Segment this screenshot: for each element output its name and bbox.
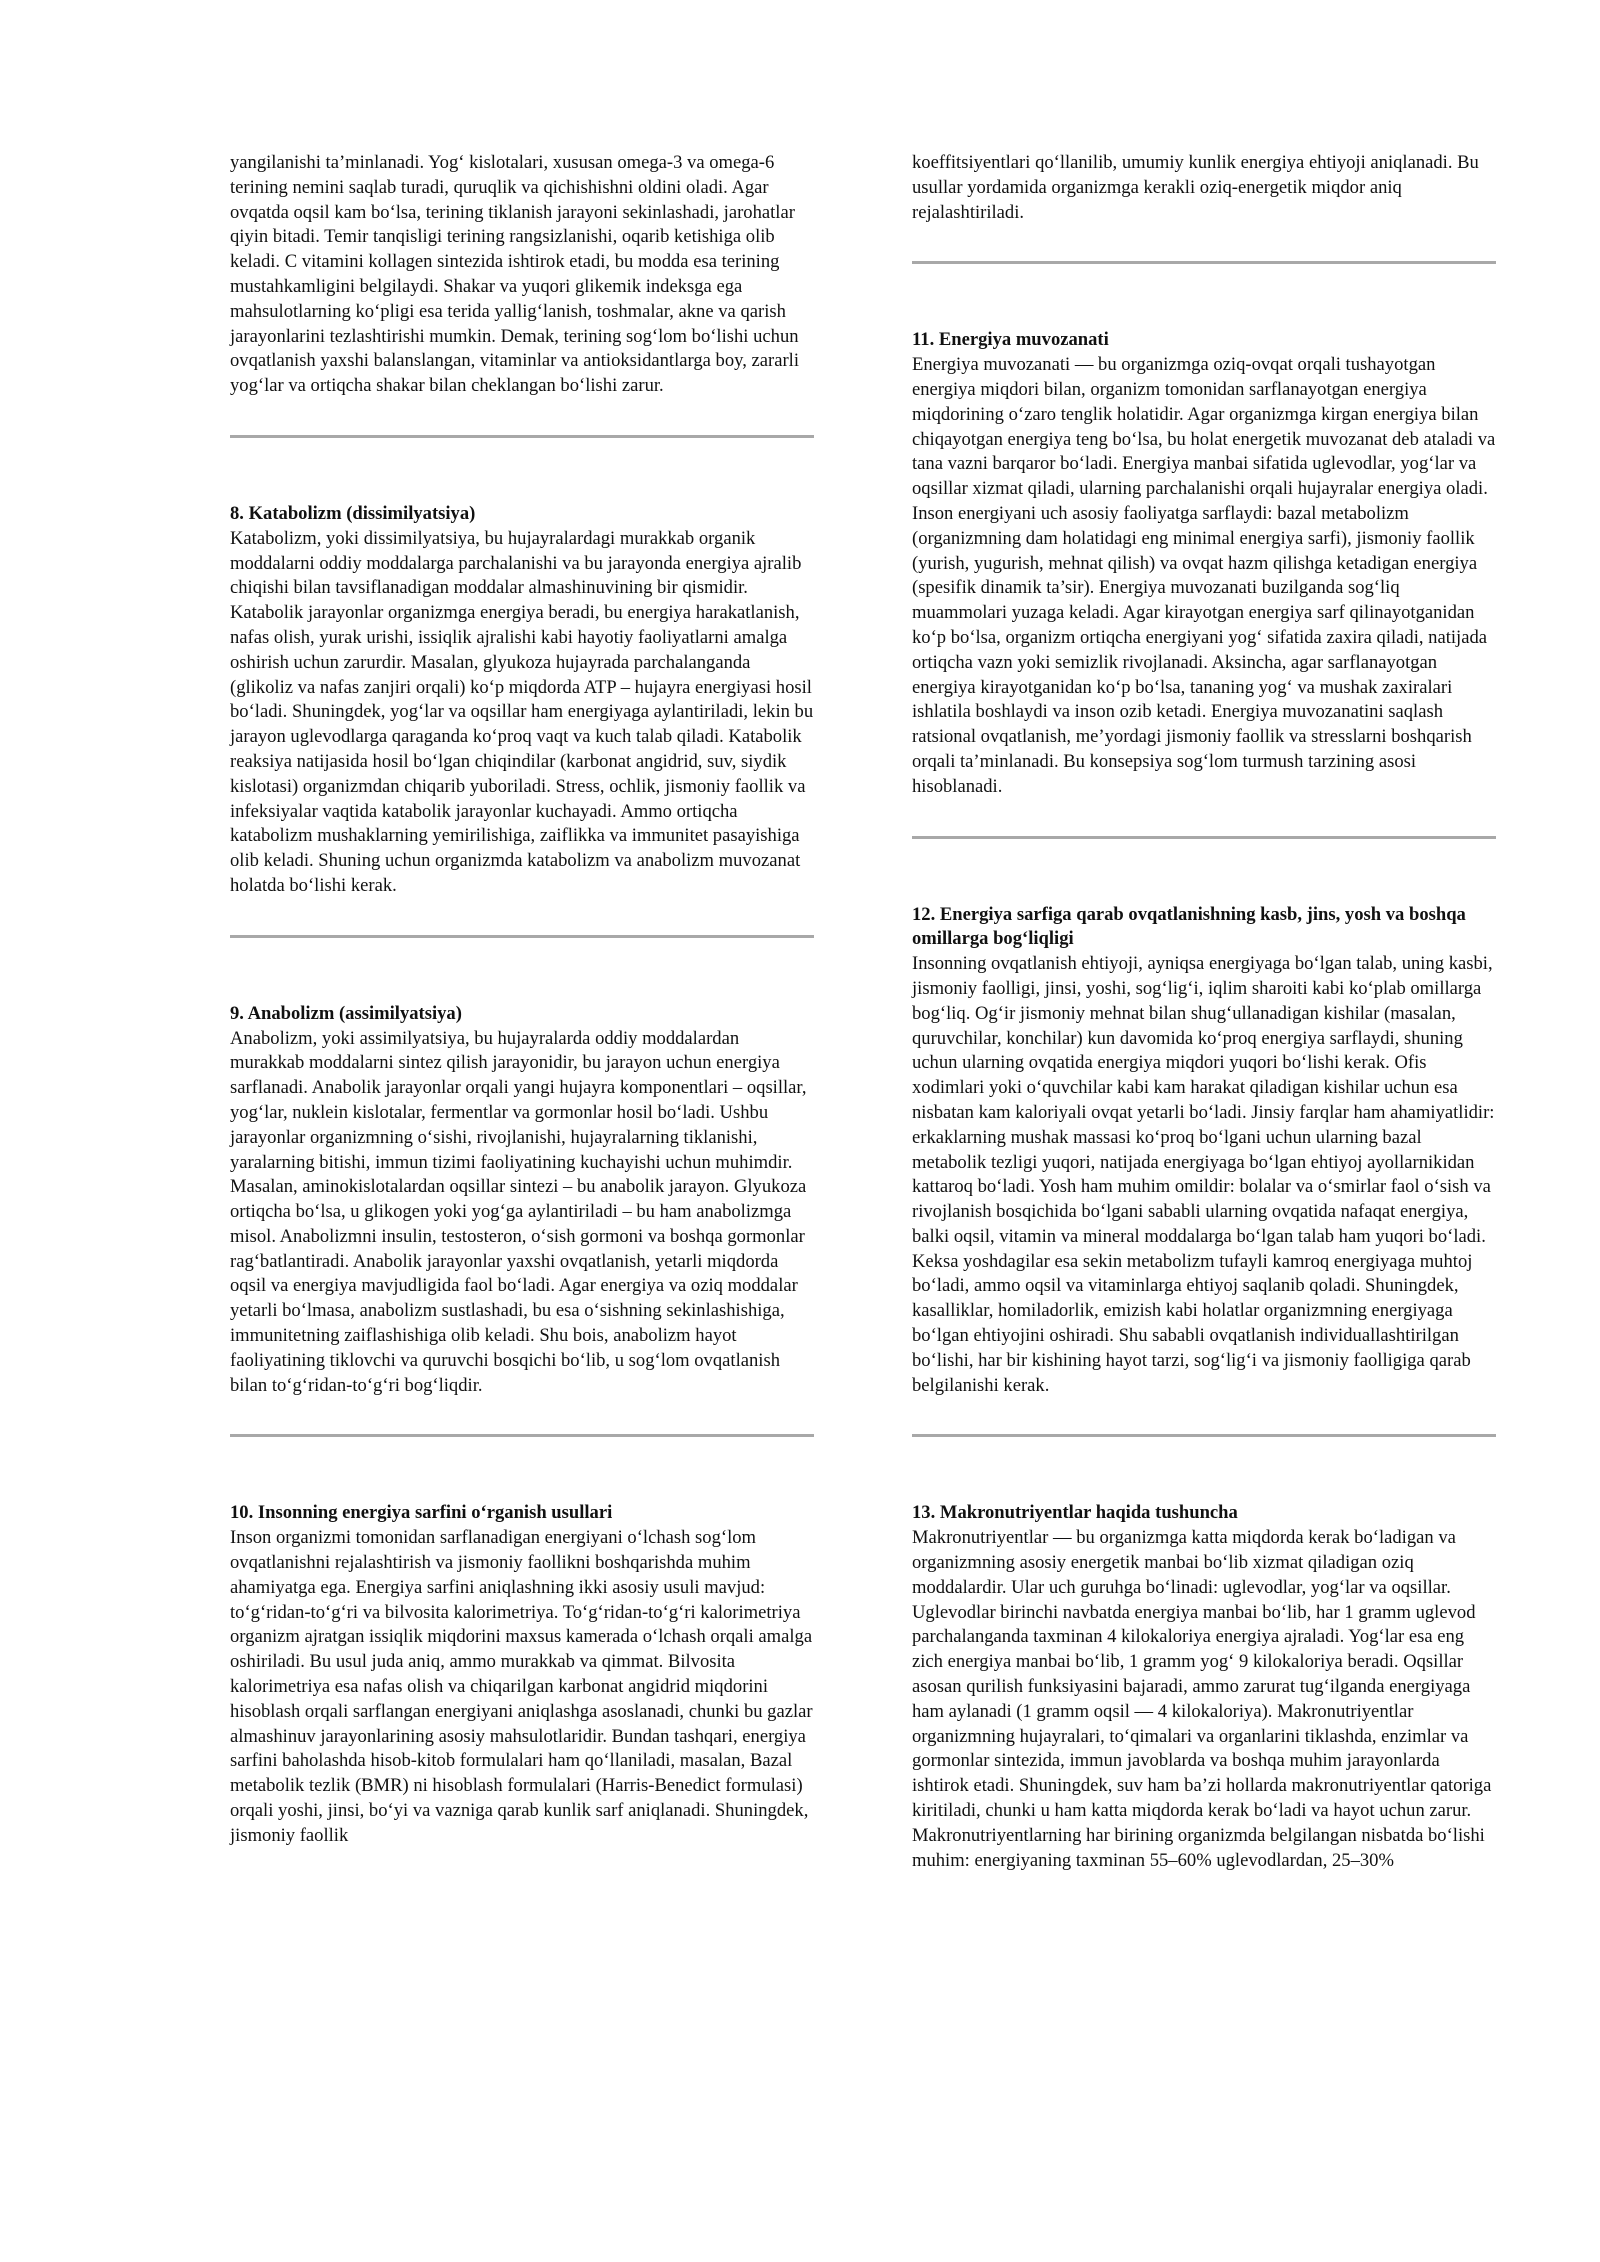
section-divider bbox=[912, 836, 1496, 839]
section-11-body: Energiya muvozanati — bu organizmga oziq-ovqat orqali tushayotgan energiya miqdori bilan, organizm tomonidan sarflanayotgan energiya miqdorining o‘zaro tenglik holatidir. Agar organizmga kirgan energiya bilan chiqayotgan energiya teng bo‘lsa, bu holat energetik muvozanat deb ataladi va tana vazni barqaror bo‘ladi. Energiya manbai sifatida uglevodlar, yog‘lar va oqsillar xizmat qiladi, ularning parchalanishi orqali hujayralar energiya oladi. Inson energiyani uch asosiy faoliyatga sarflaydi: bazal metabolizm (organizmning dam holatidagi eng minimal energiya sarfi), jismoniy faollik (yurish, yugurish, mehnat qilish) va ovqat hazm qilishga ketadigan energiya (spesifik dinamik ta’sir). Energiya muvozanati buzilganda sog‘liq muammolari yuzaga keladi. Agar kirayotgan energiya sarf qilinayotganidan ko‘p bo‘lsa, organizm ortiqcha energiyani yog‘ sifatida zaxira qiladi, natijada ortiqcha vazn yoki semizlik rivojlanadi. Aksincha, agar sarflanayotgan energiya kirayotganidan ko‘p bo‘lsa, tananing yog‘ va mushak zaxiralari ishlatila boshlaydi va inson ozib ketadi. Energiya muvozanatini saqlash ratsional ovqatlanish, me’yordagi jismoniy faollik va stresslarni boshqarish orqali ta’minlanadi. Bu konsepsiya sog‘lom turmush tarzining asosi hisoblanadi. bbox=[912, 354, 1496, 797]
continuation-paragraph: koeffitsiyentlari qo‘llanilib, umumiy kunlik energiya ehtiyoji aniqlanadi. Bu usullar yordamida organizmga kerakli oziq-energetik miqdor aniq rejalashtiriladi. bbox=[912, 152, 1479, 223]
section-12-body: Insonning ovqatlanish ehtiyoji, ayniqsa energiyaga bo‘lgan talab, uning kasbi, jismoniy faolligi, jinsi, yoshi, sog‘lig‘i, iqlim sharoiti kabi ko‘plab omillarga bog‘liq. Og‘ir jismoniy mehnat bilan shug‘ullanadigan kishilar (masalan, quruvchilar, konchilar) kun davomida ko‘proq energiya sarflaydi, shuning uchun ularning ovqatida energiya miqdori yuqori bo‘lishi kerak. Ofis xodimlari yoki o‘quvchilar kabi kam harakat qiladigan kishilar uchun esa nisbatan kam kaloriyali ovqat yetarli bo‘ladi. Jinsiy farqlar ham ahamiyatlidir: erkaklarning mushak massasi ko‘proq bo‘lgani uchun ularning bazal metabolik tezligi yuqori, natijada energiyaga bo‘lgan ehtiyoj ayollarnikidan kattaroq bo‘ladi. Yosh ham muhim omildir: bolalar va o‘smirlar faol o‘sish va rivojlanish bosqichida bo‘lgani sababli ularning ovqatida nafaqat energiya, balki oqsil, vitamin va mineral moddalarga bo‘lgan talab ham yuqori bo‘ladi. Keksa yoshdagilar esa sekin metabolizm tufayli kamroq energiyaga muhtoj bo‘ladi, ammo oqsil va vitaminlarga ehtiyoj saqlanib qoladi. Shuningdek, kasalliklar, homiladorlik, emizish kabi holatlar organizmning energiyaga bo‘lgan ehtiyojini oshiradi. Shu sababli ovqatlanish individuallashtirilgan bo‘lishi, har bir kishining hayot tarzi, sog‘lig‘i va jismoniy faolligiga qarab belgilanishi kerak. bbox=[912, 953, 1495, 1396]
section-divider bbox=[230, 1434, 814, 1437]
section-10-body: Inson organizmi tomonidan sarflanadigan energiyani o‘lchash sog‘lom ovqatlanishni rejalashtirish va jismoniy faollikni boshqarishda muhim ahamiyatga ega. Energiya sarfini aniqlashning ikki asosiy usuli mavjud: to‘g‘ridan-to‘g‘ri va bilvosita kalorimetriya. To‘g‘ridan-to‘g‘ri kalorimetriya organizm ajratgan issiqlik miqdorini maxsus kamerada o‘lchash orqali amalga oshiriladi. Bu usul juda aniq, ammo murakkab va qimmat. Bilvosita kalorimetriya esa nafas olish va chiqarilgan karbonat angidrid miqdorini hisoblash orqali sarflangan energiyani aniqlashga asoslanadi, chunki bu gazlar almashinuv jarayonlarining asosiy mahsulotlaridir. Bundan tashqari, energiya sarfini baholashda hisob-kitob formulalari ham qo‘llaniladi, masalan, Bazal metabolik tezlik (BMR) ni hisoblash formulalari (Harris-Benedict formulasi) orqali yoshi, jinsi, bo‘yi va vazniga qarab kunlik sarf aniqlanadi. Shuningdek, jismoniy faollik bbox=[230, 1527, 813, 1846]
section-divider bbox=[230, 435, 814, 438]
section-divider bbox=[912, 1434, 1496, 1437]
section-10-title: 10. Insonning energiya sarfini o‘rganish usullari bbox=[230, 1502, 613, 1524]
intro-paragraph: yangilanishi ta’minlanadi. Yog‘ kislotalari, xususan omega-3 va omega-6 terining nemini saqlab turadi, quruqlik va qichishishni oldini oladi. Agar ovqatda oqsil kam bo‘lsa, terining tiklanish jarayoni sekinlashadi, jarohatlar qiyin bitadi. Temir tanqisligi terining rangsizlanishi, oqarib ketishiga olib keladi. C vitamini kollagen sintezida ishtirok etadi, bu modda esa terining mustahkamligini belgilaydi. Shakar va yuqori glikemik indeksga ega mahsulotlarning ko‘pligi esa terida yallig‘lanish, toshmalar, akne va qarish jarayonlarini tezlashtirishi mumkin. Demak, terining sog‘lom bo‘lishi uchun ovqatlanish yaxshi balanslangan, vitaminlar va antioksidantlarga boy, zararli yog‘lar va ortiqcha shakar bilan cheklangan bo‘lishi zarur. bbox=[230, 152, 800, 397]
section-9-title: 9. Anabolizm (assimilyatsiya) bbox=[230, 1002, 462, 1024]
section-9 bbox=[230, 1002, 814, 1399]
section-12-title: 12. Energiya sarfiga qarab ovqatlanishning kasb, jins, yosh va boshqa omillarga bog‘liqligi bbox=[912, 903, 1466, 950]
section-8-body: Katabolizm, yoki dissimilyatsiya, bu hujayralardagi murakkab organik moddalarni oddiy moddalarga parchalanishi va bu jarayonda energiya ajralib chiqishi bilan tavsiflanadigan moddalar almashinuvining bir qismidir. Katabolik jarayonlar organizmga energiya beradi, bu energiya harakatlanish, nafas olish, yurak urishi, issiqlik ajralishi kabi hayotiy faoliyatlarni amalga oshirish uchun zarurdir. Masalan, glyukoza hujayrada parchalanganda (glikoliz va nafas zanjiri orqali) ko‘p miqdorda ATP – hujayra energiyasi hosil bo‘ladi. Shuningdek, yog‘lar va oqsillar ham energiyaga aylantiriladi, lekin bu jarayon uglevodlarga qaraganda ko‘proq vaqt va kuch talab qiladi. Katabolik reaksiya natijasida hosil bo‘lgan chiqindilar (karbonat angidrid, suv, siydik kislotasi) organizmdan chiqarib yuboriladi. Stress, ochlik, jismoniy faollik va infeksiyalar vaqtida katabolik jarayonlar kuchayadi. Ammo ortiqcha katabolizm mushaklarning yemirilishiga, zaiflikka va immunitet pasayishiga olib keladi. Shuning uchun organizmda katabolizm va anabolizm muvozanat holatda bo‘lishi kerak. bbox=[230, 527, 814, 896]
section-9-body: Anabolizm, yoki assimilyatsiya, bu hujayralarda oddiy moddalardan murakkab moddalarni sintez qilish jarayonidir, bu jarayon uchun energiya sarflanadi. Anabolik jarayonlar orqali yangi hujayra komponentlari – oqsillar, yog‘lar, nuklein kislotalar, fermentlar va gormonlar hosil bo‘ladi. Ushbu jarayonlar organizmning o‘sishi, rivojlanishi, hujayralarning tiklanishi, yaralarning bitishi, immun tizimi faoliyatining kuchayishi uchun muhimdir. Masalan, aminokislotalardan oqsillar sintezi – bu anabolik jarayon. Glyukoza ortiqcha bo‘lsa, u glikogen yoki yog‘ga aylantiriladi – bu ham anabolizmga misol. Anabolizmni insulin, testosteron, o‘sish gormoni va boshqa gormonlar rag‘batlantiradi. Anabolik jarayonlar yaxshi ovqatlanish, yetarli miqdorda oqsil va energiya mavjudligida faol bo‘ladi. Agar energiya va oziq moddalar yetarli bo‘lmasa, anabolizm sustlashadi, bu esa o‘sishning sekinlashishiga, immunitetning zaiflashishiga olib keladi. Shu bois, anabolizm hayot faoliyatining tiklovchi va quruvchi bosqichi bo‘lib, u sog‘lom ovqatlanish bilan to‘g‘ridan-to‘g‘ri bog‘liqdir. bbox=[230, 1027, 807, 1396]
section-8-title: 8. Katabolizm (dissimilyatsiya) bbox=[230, 502, 476, 524]
section-11-title: 11. Energiya muvozanati bbox=[912, 329, 1109, 351]
section-13 bbox=[912, 1501, 1496, 1873]
section-divider bbox=[230, 935, 814, 938]
section-8 bbox=[230, 502, 814, 899]
right-column bbox=[912, 151, 1496, 1873]
section-13-body: Makronutriyentlar — bu organizmga katta miqdorda kerak bo‘ladigan va organizmning asosiy energetik manbai bo‘lib xizmat qiladigan oziq moddalardir. Ular uch guruhga bo‘linadi: uglevodlar, yog‘lar va oqsillar. Uglevodlar birinchi navbatda energiya manbai bo‘lib, har 1 gramm uglevod parchalanganda taxminan 4 kilokaloriya energiya ajraladi. Yog‘lar esa eng zich energiya manbai bo‘lib, 1 gramm yog‘ 9 kilokaloriya beradi. Oqsillar asosan qurilish funksiyasini bajaradi, ammo zarurat tug‘ilganda energiyaga ham aylanadi (1 gramm oqsil — 4 kilokaloriya). Makronutriyentlar organizmning hujayralari, to‘qimalari va organlarini tiklashda, enzimlar va gormonlar sintezida, immun javoblarda va boshqa muhim jarayonlarda ishtirok etadi. Shuningdek, suv ham ba’zi hollarda makronutriyentlar qatoriga kiritiladi, chunki u ham katta miqdorda kerak bo‘ladi va hayot uchun zarur. Makronutriyentlarning har birining organizmda belgilangan nisbatda bo‘lishi muhim: energiyaning taxminan 55–60% uglevodlardan, 25–30% bbox=[912, 1527, 1492, 1871]
section-divider bbox=[912, 261, 1496, 264]
section-11 bbox=[912, 328, 1496, 799]
section-12 bbox=[912, 903, 1496, 1399]
section-13-title: 13. Makronutriyentlar haqida tushuncha bbox=[912, 1502, 1238, 1524]
section-10 bbox=[230, 1501, 814, 1848]
left-column bbox=[230, 151, 814, 1849]
